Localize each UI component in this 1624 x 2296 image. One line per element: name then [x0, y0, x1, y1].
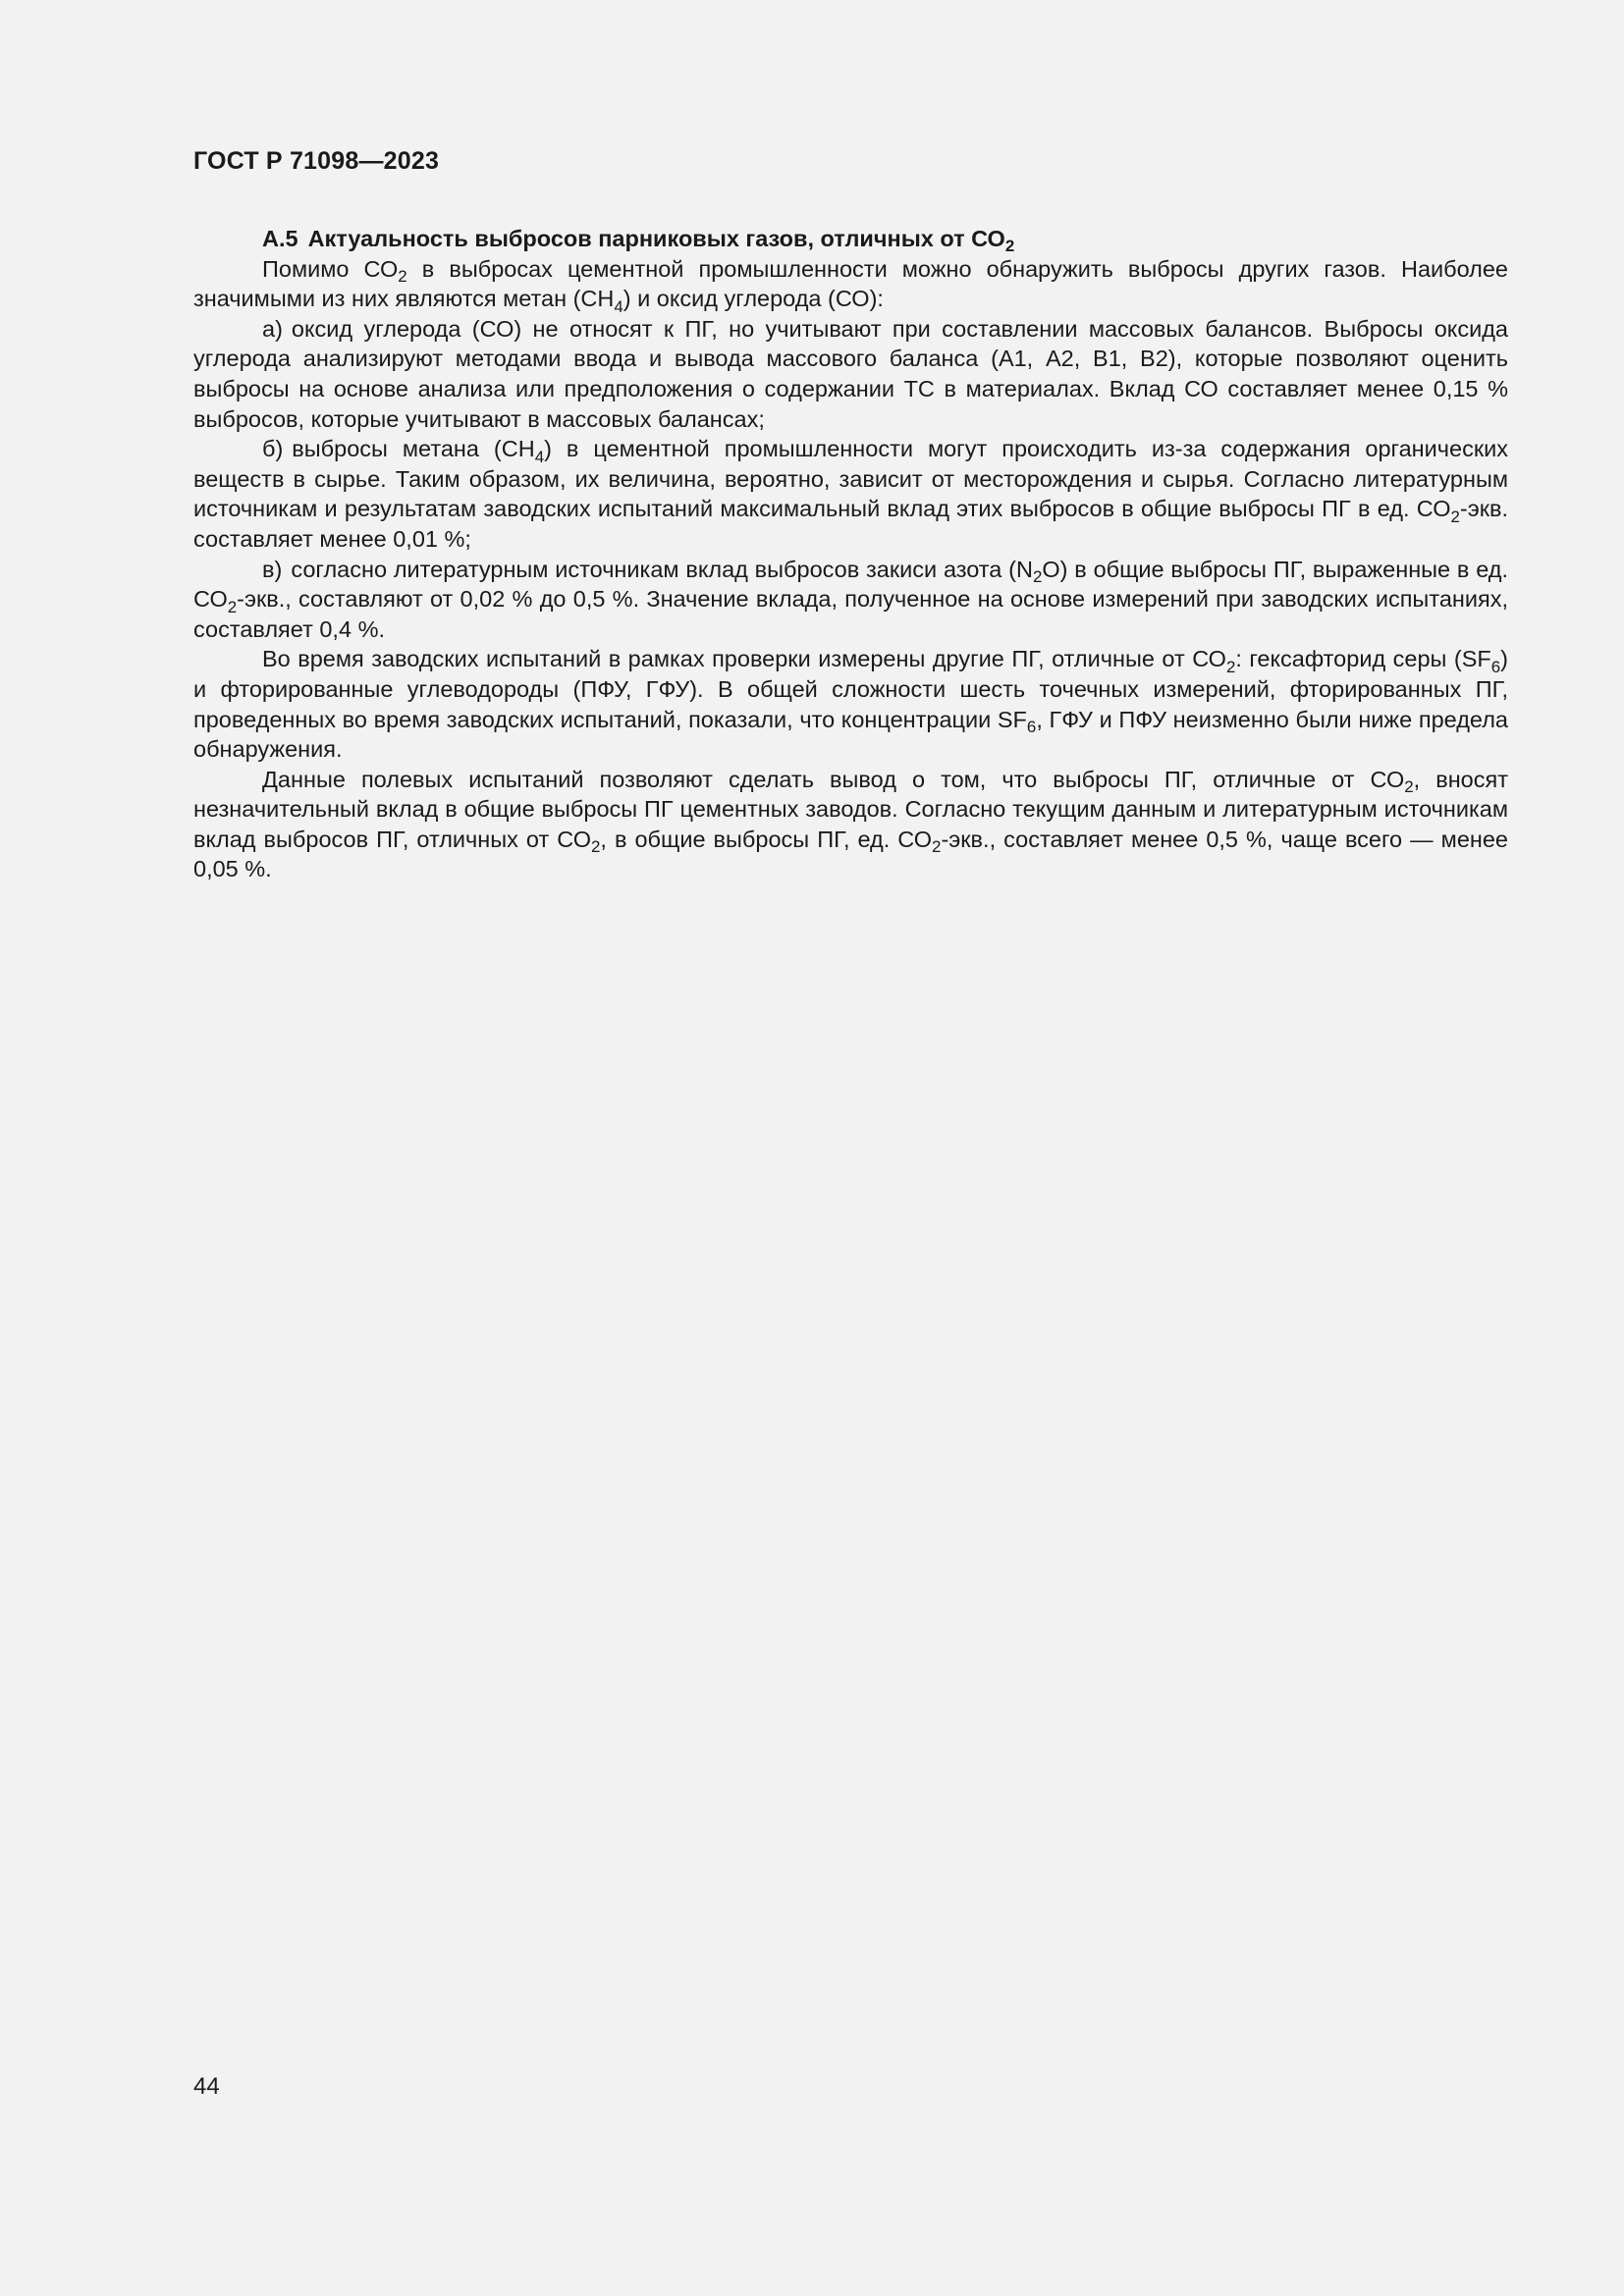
document-header: ГОСТ Р 71098—2023	[193, 147, 440, 175]
text-run: , в общие выбросы ПГ, ед. СО	[600, 826, 933, 852]
subscript: 2	[591, 837, 601, 857]
paragraph	[193, 644, 1508, 764]
section-title-subscript: 2	[1004, 237, 1015, 256]
subscript: 2	[398, 267, 407, 286]
text-run: Во время заводских испытаний в рамках проверки измерены другие ПГ, отличные от СО	[262, 646, 1226, 672]
list-item	[193, 555, 1508, 645]
text-run: ) и фторированные углеводороды (ПФУ, ГФУ). В общей сложности шесть точечных измерений, фторированных ПГ, проведенных во время заводских испытаний, показали, что концентрации SF	[193, 646, 1508, 732]
text-run: -экв., составляют от 0,02 % до 0,5 %. Значение вклада, полученное на основе измерений при заводских испытаниях, составляет 0,4 %.	[193, 586, 1508, 642]
paragraph	[193, 254, 1508, 314]
subscript: 2	[1032, 566, 1043, 586]
text-run: ) и оксид углерода (СО):	[623, 286, 884, 312]
text-run: , ГФУ и ПФУ неизменно были ниже предела обнаружения.	[193, 706, 1508, 763]
subscript: 2	[932, 837, 942, 857]
subscript: 6	[1026, 717, 1037, 736]
text-run: ) в цементной промышленности могут происходить из-за содержания органических веществ в сырье. Таким образом, их величина, вероятно, зависит от месторождения и сырья. Согласно литературным источникам и результатам заводских испытаний максимальный вклад этих выбросов в общие выбросы ПГ в ед. СО	[193, 436, 1508, 522]
text-run: Данные полевых испытаний позволяют сделать вывод о том, что выбросы ПГ, отличные от СО	[262, 766, 1405, 792]
text-run: выбросы метана (СН	[292, 436, 535, 462]
text-run: оксид углерода (СО) не относят к ПГ, но учитывают при составлении массовых балансов. Выбросы оксида углерода анализируют методами ввода и вывода массового баланса (А1, А2, В1, В2), которые позволяют оценить выбросы на основе анализа или предположения о содержании ТС в материалах. Вклад СО составляет менее 0,15 % выбросов, которые учитывают в массовых балансах;	[193, 315, 1508, 432]
list-item-marker: а)	[262, 315, 283, 342]
list-item	[193, 314, 1508, 434]
paragraph-list	[193, 254, 1508, 884]
text-run: в выбросах цементной промышленности можно обнаружить выбросы других газов. Наиболее значимыми из них являются метан (СН	[193, 255, 1509, 312]
paragraph	[193, 765, 1508, 884]
text-run: согласно литературным источникам вклад выбросов закиси азота (N	[291, 556, 1033, 582]
text-run: -экв. составляет менее 0,01 %;	[193, 496, 1508, 552]
subscript: 2	[1450, 507, 1460, 526]
subscript: 6	[1490, 657, 1501, 676]
list-item	[193, 434, 1508, 554]
text-run: Помимо СО	[262, 255, 399, 282]
section-title	[193, 224, 1508, 254]
text-run: : гексафторид серы (SF	[1235, 646, 1491, 672]
list-item-marker: б)	[262, 436, 284, 462]
page-number: 44	[193, 2073, 220, 2100]
subscript: 2	[227, 597, 238, 616]
subscript: 2	[1225, 657, 1236, 676]
document-body	[193, 224, 1508, 884]
text-run: -экв., составляет менее 0,5 %, чаще всего — менее 0,05 %.	[193, 826, 1509, 882]
text-run: O) в общие выбросы ПГ, выраженные в ед. СО	[193, 556, 1509, 613]
text-run: , вносят незначительный вклад в общие выбросы ПГ цементных заводов. Согласно текущим данным и литературным источникам вклад выбросов ПГ, отличных от СО	[193, 766, 1508, 852]
section-title-text: Актуальность выбросов парниковых газов, отличных от СО	[307, 226, 1005, 251]
subscript: 2	[1404, 777, 1414, 797]
subscript: 4	[534, 447, 545, 466]
list-item-marker: в)	[262, 556, 283, 582]
subscript: 4	[614, 296, 623, 316]
section-number: А.5	[262, 226, 298, 251]
